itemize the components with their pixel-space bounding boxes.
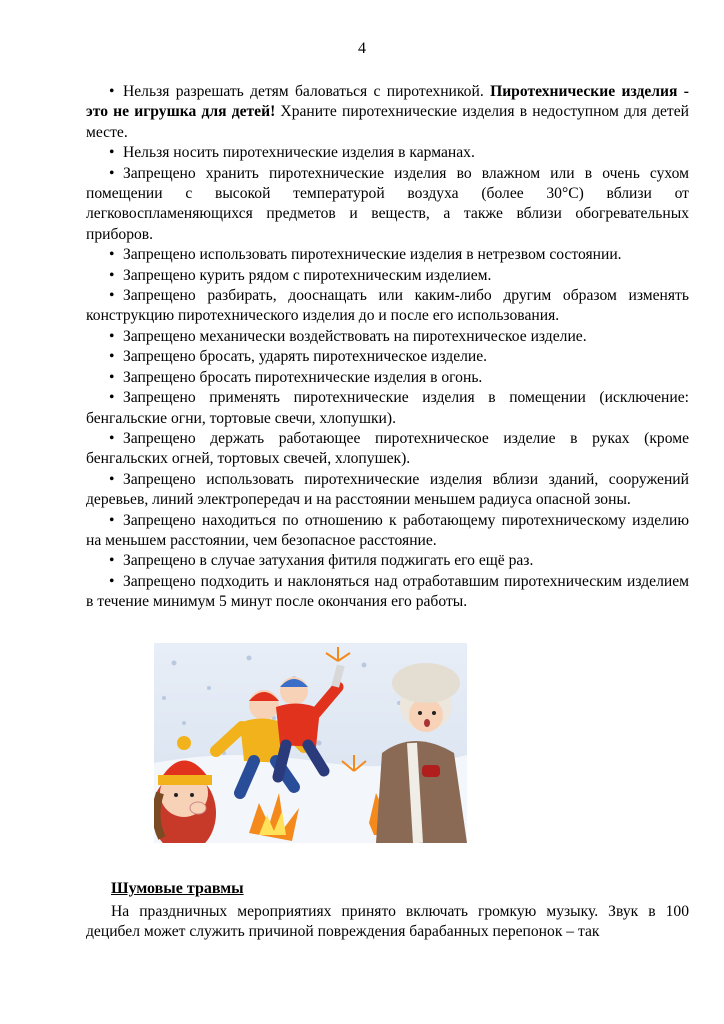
body-paragraph [86,902,689,943]
fireworks-safety-illustration [154,643,467,843]
bullet-icon: • [109,348,115,366]
bullet-icon: • [109,246,115,264]
bullet-icon: • [109,368,115,386]
bullet-icon: • [109,511,115,529]
list-item: • Запрещено применять пиротехнические изделия в помещении (исключение: бенгальские огни, тортовые свечи, хлопушки). [86,389,689,427]
bullet-icon: • [109,470,115,488]
list-item: • Запрещено использовать пиротехнические изделия вблизи зданий, сооружений деревьев, линий электропередач и на расстоянии меньшем радиуса опасной зоны. [86,470,689,509]
list-item: • Запрещено бросать пиротехнические изделия в огонь. [86,368,689,388]
list-item: • Запрещено находиться по отношению к работающему пиротехническому изделию на меньшем расстоянии, чем безопасное расстояние. [86,511,689,549]
paragraph-text: На праздничных мероприятиях принято включать громкую музыку. Звук в 100 децибел может служить причиной повреждения барабанных перепонок – так [86,903,689,941]
rules-list [86,82,689,613]
list-item: • Запрещено курить рядом с пиротехническим изделием. [86,266,689,286]
list-item: • Запрещено механически воздействовать на пиротехническое изделие. [86,327,689,347]
bullet-icon: • [109,266,115,284]
girl-figure [154,736,216,843]
bullet-icon: • [109,327,115,345]
list-item: • Запрещено в случае затухания фитиля поджигать его ещё раз. [86,551,689,571]
bullet-icon: • [109,389,115,407]
bullet-icon: • [109,572,115,590]
bullet-icon: • [109,144,115,162]
spark-burst [326,647,366,771]
list-item: • Нельзя разрешать детям баловаться с пиротехникой. Пиротехнические изделия - это не игрушка для детей! Храните пиротехнические изделия в недоступном для детей месте. [86,83,690,141]
page-number: 4 [358,40,366,57]
bullet-icon: • [109,429,115,447]
bullet-icon: • [109,164,115,182]
winter-scene-drawing [154,643,467,843]
woman-figure [376,663,467,843]
list-item: • Запрещено держать работающее пиротехническое изделие в руках (кроме бенгальских огней, тортовых свечей, хлопушек). [86,429,689,468]
bullet-icon: • [109,552,115,570]
section-heading: Шумовые травмы [111,880,244,897]
list-item: • Запрещено бросать, ударять пиротехническое изделие. [86,347,689,367]
bullet-icon: • [109,287,115,305]
boy-red-figure [276,664,345,777]
list-item: • Запрещено хранить пиротехнические изделия во влажном или в очень сухом помещении с высокой температурой воздуха (более 30°С) вблизи от легковоспламеняющихся предметов и веществ, а также вблизи обогревательных приборов. [86,164,689,243]
bullet-icon: • [109,83,115,100]
list-item: • Запрещено разбирать, дооснащать или каким-либо другим образом изменять конструкцию пиротехнического изделия до и после его использования. [86,287,689,325]
warning-emphasis: Пиротехнические изделия - это не игрушка для детей! [86,83,689,121]
list-item: • Нельзя носить пиротехнические изделия в карманах. [86,143,689,163]
list-item: • Запрещено подходить и наклоняться над отработавшим пиротехническим изделием в течение минимум 5 минут после окончания его работы. [86,572,689,611]
list-item: • Запрещено использовать пиротехнические изделия в нетрезвом состоянии. [86,245,689,265]
